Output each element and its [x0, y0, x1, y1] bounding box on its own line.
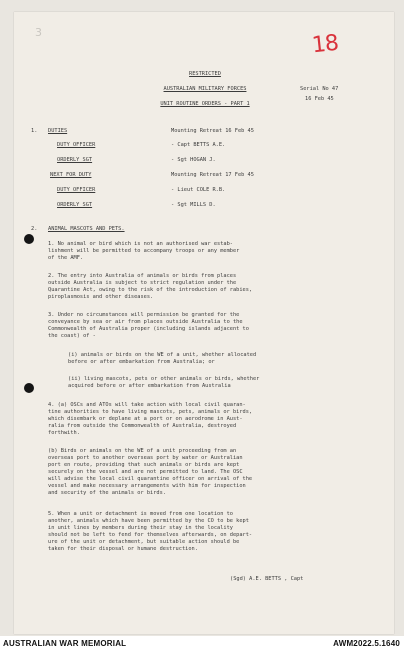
duty-mounting-1: Mounting Retreat 16 Feb 45 [171, 128, 254, 134]
margin-scribble: 3 [35, 26, 42, 39]
section-2-number: 2. [31, 226, 38, 232]
orderly-sgt-label: ORDERLY SGT [57, 157, 93, 163]
section-2-heading: ANIMAL MASCOTS AND PETS. [48, 226, 125, 232]
organisation: AUSTRALIAN MILITARY FORCES [163, 86, 247, 92]
next-duty-officer-name: - Lieut COLE R.B. [171, 187, 226, 193]
punch-hole [24, 383, 34, 393]
classification: RESTRICTED [189, 71, 221, 77]
handwritten-number: 18 [310, 30, 340, 59]
serial-number: Serial No 47 [300, 86, 339, 92]
next-duty-officer-label: DUTY OFFICER [57, 187, 96, 193]
next-orderly-sgt-name: - Sgt MILLS D. [171, 202, 216, 208]
next-orderly-sgt-label: ORDERLY SGT [57, 202, 93, 208]
section-1-number: 1. [31, 128, 38, 134]
orderly-sgt-name: - Sgt HOGAN J. [171, 157, 216, 163]
duty-officer-label: DUTY OFFICER [57, 142, 96, 148]
duty-officer-name: - Capt BETTS A.E. [171, 142, 226, 148]
duty-mounting-2: Mounting Retreat 17 Feb 45 [171, 172, 254, 178]
serial-date: 16 Feb 45 [305, 96, 334, 102]
orders-title: UNIT ROUTINE ORDERS - PART 1 [160, 101, 250, 107]
footer-accession-number: AWM2022.5.1640 [333, 639, 400, 648]
punch-hole [24, 234, 34, 244]
signature-line: (Sgd) A.E. BETTS , Capt [230, 576, 304, 582]
footer-institution: AUSTRALIAN WAR MEMORIAL [3, 639, 127, 648]
section-1-heading: DUTIES [48, 128, 68, 134]
next-for-duty-heading: NEXT FOR DUTY [50, 172, 92, 178]
